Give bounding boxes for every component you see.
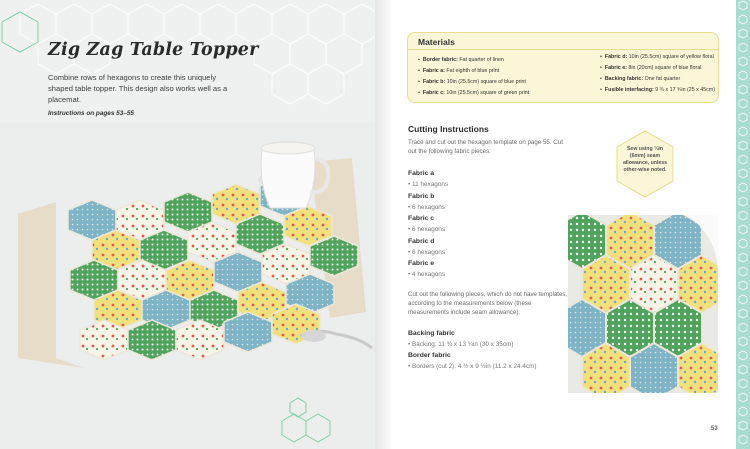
materials-list-left bbox=[418, 55, 529, 99]
fabric-quantity: • 6 hexagons bbox=[408, 247, 578, 259]
material-item: • Fusible interfacing: 9 ¾ x 17 ¾in (25 x 45cm) bbox=[600, 85, 715, 96]
material-item: • Border fabric: Fat quarter of linen bbox=[418, 55, 529, 66]
material-item: • Fabric e: 8in (20cm) square of blue floral bbox=[600, 63, 715, 74]
table-topper-detail-photo bbox=[568, 215, 718, 393]
material-item: • Fabric c: 10in (25.5cm) square of green print bbox=[418, 88, 529, 99]
right-page bbox=[375, 0, 750, 449]
material-item: • Fabric a: Fat eighth of blue print bbox=[418, 66, 529, 77]
template-free-note: Cut out the following pieces, which do not have templates, according to the measurements below (these measurements include seam allowance): bbox=[408, 291, 568, 316]
materials-panel bbox=[407, 32, 719, 103]
materials-heading: Materials bbox=[418, 37, 455, 47]
fabric-label: Fabric a bbox=[408, 170, 435, 177]
materials-divider bbox=[408, 49, 718, 50]
hexagon-outline-decoration bbox=[274, 395, 344, 449]
fabric-label: Fabric e bbox=[408, 260, 435, 267]
fabric-cut-list bbox=[408, 168, 578, 281]
project-title: Zig Zag Table Topper bbox=[48, 40, 259, 60]
fabric-label: Fabric c bbox=[408, 215, 435, 222]
page-number: 53 bbox=[711, 426, 718, 432]
page-gutter-shadow bbox=[375, 0, 393, 449]
border-fabric-heading: Border fabric bbox=[408, 352, 451, 359]
backing-fabric-heading: Backing fabric bbox=[408, 330, 455, 337]
fabric-quantity: • 11 hexagons bbox=[408, 179, 578, 191]
instructions-reference: Instructions on pages 53–55 bbox=[48, 110, 134, 117]
fabric-quantity: • 6 hexagons bbox=[408, 224, 578, 236]
fabric-quantity: • 6 hexagons bbox=[408, 202, 578, 214]
seam-allowance-note: Sew using ¼in (6mm) seam allowance, unless other-wise noted. bbox=[622, 146, 668, 173]
material-item: • Fabric b: 10in (25.5cm) square of blue print bbox=[418, 77, 529, 88]
material-item: • Fabric d: 10in (25.5cm) square of yellow floral bbox=[600, 52, 715, 63]
backing-fabric-item: • Backing: 11 ¾ x 13 ¾in (30 x 35cm) bbox=[408, 341, 514, 348]
fabric-quantity: • 4 hexagons bbox=[408, 269, 578, 281]
border-fabric-item: • Borders (cut 2): 4 ½ x 9 ½in (11.2 x 24.4cm) bbox=[408, 363, 537, 370]
cutting-instructions-heading: Cutting Instructions bbox=[408, 124, 489, 134]
cutting-intro: Trace and cut out the hexagon template on page 55. Cut out the following fabric pieces: bbox=[408, 139, 563, 155]
materials-list-right bbox=[600, 52, 715, 96]
fabric-label: Fabric d bbox=[408, 237, 435, 245]
hexagon-edge-strip bbox=[736, 0, 750, 449]
project-intro: Combine rows of hexagons to create this uniquely shaped table topper. This design also works well as a placemat. bbox=[48, 73, 228, 104]
fabric-label: Fabric b bbox=[408, 192, 435, 200]
material-item: • Backing fabric: One fat quarter bbox=[600, 74, 715, 85]
